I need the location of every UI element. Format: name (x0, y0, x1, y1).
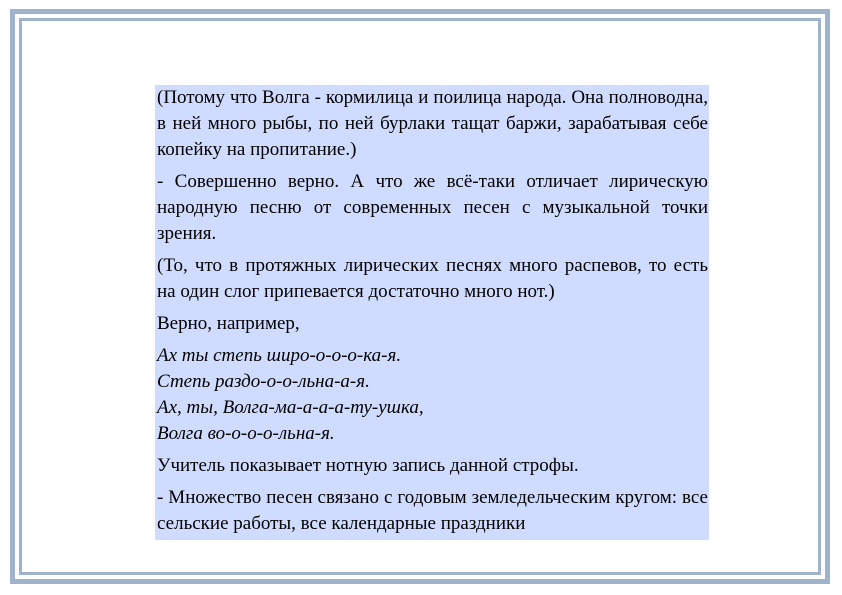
verse-line: Ах, ты, Волга-ма-а-а-а-ту-ушка, (157, 397, 424, 418)
verse-line: Волга во-о-о-о-льна-я. (157, 423, 335, 444)
paragraph: (Потому что Волга - кормилица и поилица народа. Она полноводна, в ней много рыбы, по ней бурлаки тащат баржи, зарабатывая себе копейку на пропитание.) (157, 87, 708, 160)
verse-block (157, 343, 708, 447)
paragraph: - Множество песен связано с годовым земледельческим кругом: все сельские работы, все календарные праздники (157, 487, 708, 534)
verse-line: Степь раздо-о-о-льна-а-я. (157, 371, 370, 392)
paragraph: Учитель показывает нотную запись данной строфы. (157, 455, 579, 476)
verse-line: Ах ты степь широ-о-о-о-ка-я. (157, 345, 402, 366)
paragraph: - Совершенно верно. А что же всё-таки отличает лирическую народную песню от современных песен с музыкальной точки зрения. (157, 171, 708, 244)
paragraph: Верно, например, (157, 313, 300, 334)
paragraph: (То, что в протяжных лирических песнях много распевов, то есть на один слог припевается достаточно много нот.) (157, 255, 708, 302)
highlighted-text-block (155, 85, 709, 540)
